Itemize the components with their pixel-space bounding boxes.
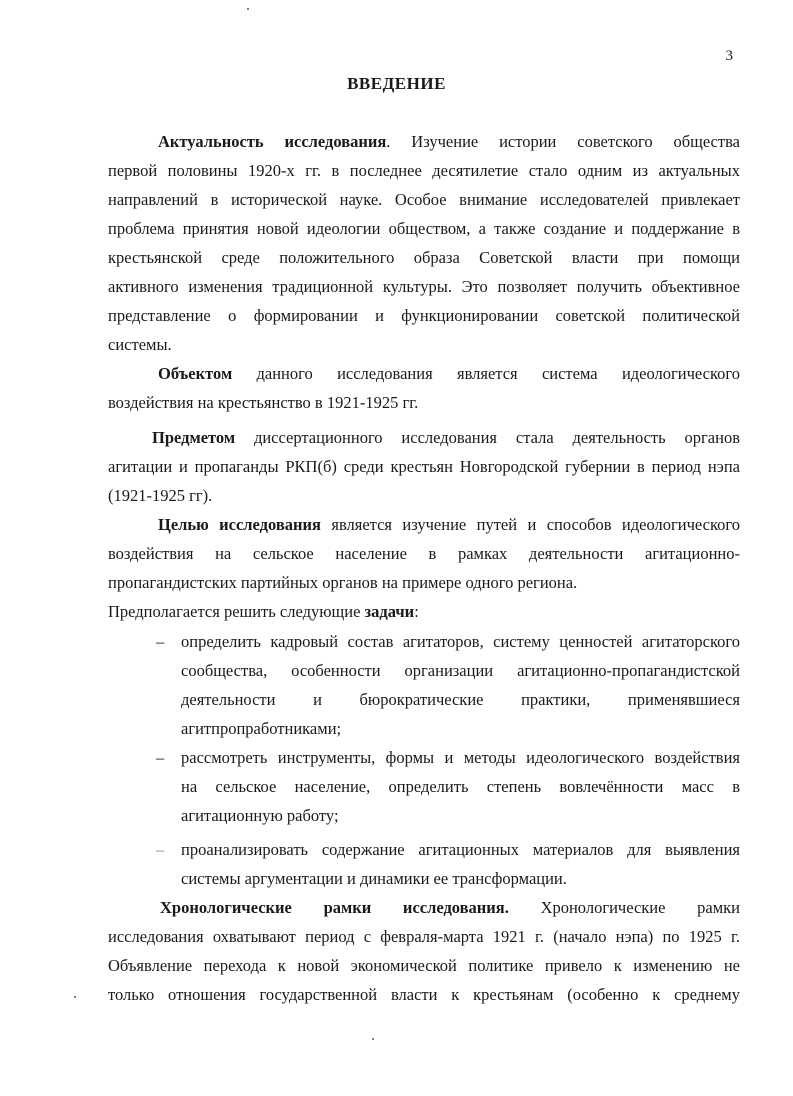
paragraph-object-line-1: Объектом данного исследования является система идеологического bbox=[158, 364, 740, 383]
tasks-heading: задачи bbox=[364, 602, 415, 621]
paragraph-relevance-line-1: Актуальность исследования. Изучение истории советского общества bbox=[158, 132, 740, 151]
paragraph-goal-line-2: воздействия на сельское население в рамках деятельности агитационно- bbox=[108, 544, 740, 563]
task-3-line-2: системы аргументации и динамики ее трансформации. bbox=[181, 869, 567, 888]
tasks-intro: Предполагается решить следующие задачи: bbox=[108, 602, 419, 621]
paragraph-subject-line-3: (1921-1925 гг). bbox=[108, 486, 213, 505]
paragraph-goal-line-3: пропагандистских партийных органов на примере одного региона. bbox=[108, 573, 578, 592]
paragraph-subject-line-2: агитации и пропаганды РКП(б) среди крестьян Новгородской губернии в период нэпа bbox=[108, 457, 740, 476]
paragraph-chronology-line-1: Хронологические рамки исследования. Хронологические рамки bbox=[160, 898, 740, 917]
paragraph-relevance-line-5: крестьянской среде положительного образа Советской власти при помощи bbox=[108, 248, 740, 267]
paragraph-relevance-line-4: проблема принятия новой идеологии обществом, а также создание и поддержание в bbox=[108, 219, 740, 238]
task-2-line-3: агитационную работу; bbox=[181, 806, 339, 825]
page-number: 3 bbox=[725, 48, 733, 64]
task-2-line-2: на сельское население, определить степень вовлечённости масс в bbox=[181, 777, 740, 796]
scan-speck bbox=[247, 8, 249, 10]
task-1-line-3: деятельности и бюрократические практики, применявшиеся bbox=[181, 690, 740, 709]
task-1-line-4: агитпропработниками; bbox=[181, 719, 342, 738]
subject-heading: Предметом bbox=[152, 428, 236, 447]
paragraph-relevance-line-7: представление о формировании и функционировании советской политической bbox=[108, 306, 740, 325]
task-1-dash: – bbox=[156, 632, 165, 651]
paragraph-chronology-line-2: исследования охватывают период с февраля-марта 1921 г. (начало нэпа) по 1925 г. bbox=[108, 927, 740, 946]
paragraph-subject-line-1: Предметом диссертационного исследования стала деятельность органов bbox=[152, 428, 740, 447]
paragraph-relevance-line-6: активного изменения традиционной культуры. Это позволяет получить объективное bbox=[108, 277, 740, 296]
relevance-heading: Актуальность исследования bbox=[158, 132, 387, 151]
scan-speck bbox=[74, 996, 76, 998]
paragraph-object-line-2: воздействия на крестьянство в 1921-1925 гг. bbox=[108, 393, 419, 412]
paragraph-relevance-line-3: направлений в исторической науке. Особое внимание исследователей привлекает bbox=[108, 190, 740, 209]
paragraph-relevance-line-8: системы. bbox=[108, 335, 172, 354]
paragraph-chronology-line-4: только отношения государственной власти к крестьянам (особенно к среднему bbox=[108, 985, 740, 1004]
scan-speck bbox=[372, 1038, 374, 1040]
goal-heading: Целью исследования bbox=[158, 515, 321, 534]
paragraph-chronology-line-3: Объявление перехода к новой экономической политике привело к изменению не bbox=[108, 956, 740, 975]
chronology-heading: Хронологические рамки исследования. bbox=[160, 898, 509, 917]
task-2-line-1: рассмотреть инструменты, формы и методы идеологического воздействия bbox=[181, 748, 740, 767]
task-3-line-1: проанализировать содержание агитационных материалов для выявления bbox=[181, 840, 740, 859]
task-1-line-1: определить кадровый состав агитаторов, систему ценностей агитаторского bbox=[181, 632, 740, 651]
page-title: ВВЕДЕНИЕ bbox=[347, 74, 446, 93]
task-1-line-2: сообщества, особенности организации агитационно-пропагандистской bbox=[181, 661, 740, 680]
paragraph-goal-line-1: Целью исследования является изучение путей и способов идеологического bbox=[158, 515, 740, 534]
object-heading: Объектом bbox=[158, 364, 233, 383]
task-3-dash: – bbox=[156, 840, 165, 859]
paragraph-relevance-line-2: первой половины 1920-х гг. в последнее десятилетие стало одним из актуальных bbox=[108, 161, 740, 180]
task-2-dash: – bbox=[156, 748, 165, 767]
